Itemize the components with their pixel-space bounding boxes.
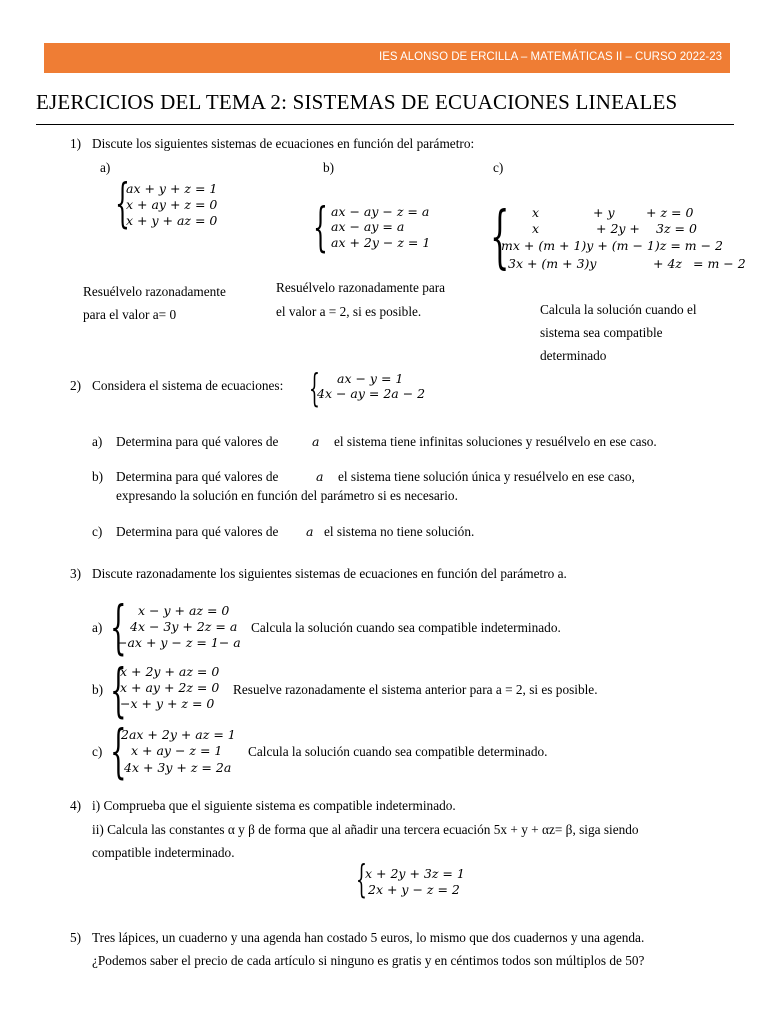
ex3-b-note: Resuelve razonadamente el sistema anterior para a = 2, si es posible.: [233, 682, 598, 697]
ex2-number: 2): [70, 378, 82, 393]
ex1-b-note1: Resuélvelo razonadamente para: [276, 280, 446, 295]
ex3-c-eq1: 2ax + 2y + az = 1: [121, 727, 236, 742]
ex1-b-eq2: ax − ay = a: [331, 219, 405, 234]
ex2-eq2: 4x − ay = 2a − 2: [317, 386, 426, 401]
ex3-a-note: Calcula la solución cuando sea compatible indeterminado.: [251, 620, 561, 635]
ex3-c-note: Calcula la solución cuando sea compatible determinado.: [248, 744, 548, 759]
ex1-c-eq4-z: + 4z: [653, 256, 682, 271]
ex2-b-pre: Determina para qué valores de: [116, 469, 279, 484]
ex1-c-eq2-x: x: [532, 221, 540, 236]
ex3-c-label: c): [92, 744, 103, 759]
ex1-c-eq4-xy: 3x + (m + 3)y: [508, 256, 597, 271]
ex2-c-pre: Determina para qué valores de: [116, 524, 279, 539]
ex2-c-label: c): [92, 524, 103, 539]
ex3-b-brace: {: [110, 656, 127, 724]
ex4-part-ii: ii) Calcula las constantes α y β de forma que al añadir una tercera ecuación 5x + y + αz= β, siga siendo: [92, 822, 639, 837]
ex3-b-eq1: x + 2y + az = 0: [120, 664, 220, 679]
ex1-c-eq1-z: + z = 0: [646, 205, 694, 220]
ex1-c-note1: Calcula la solución cuando el: [540, 302, 697, 317]
ex2-brace: {: [309, 366, 320, 410]
page-title: EJERCICIOS DEL TEMA 2: SISTEMAS DE ECUACIONES LINEALES: [36, 90, 678, 114]
ex1-c-eq1-x: x: [532, 205, 540, 220]
ex2-a-pre: Determina para qué valores de: [116, 434, 279, 449]
ex1-a-note2: para el valor a= 0: [83, 307, 177, 322]
ex1-b-eq1: ax − ay − z = a: [331, 204, 430, 219]
ex1-b-label: b): [323, 160, 335, 175]
ex1-a-label: a): [100, 160, 111, 175]
ex5-number: 5): [70, 930, 82, 945]
ex1-a-eq1: ax + y + z = 1: [126, 181, 218, 196]
ex3-a-brace: {: [110, 593, 127, 661]
ex1-b-note2: el valor a = 2, si es posible.: [276, 304, 422, 319]
ex1-b-brace: {: [313, 198, 328, 258]
ex4-number: 4): [70, 798, 82, 813]
ex1-a-note1: Resuélvelo razonadamente: [83, 284, 226, 299]
ex1-c-eq2-z: 3z = 0: [656, 221, 697, 236]
ex4-eq2: 2x + y − z = 2: [368, 882, 460, 897]
ex3-statement: Discute razonadamente los siguientes sistemas de ecuaciones en función del parámetro a.: [92, 566, 567, 581]
ex1-number: 1): [70, 136, 82, 151]
ex1-c-eq3: mx + (m + 1)y + (m − 1)z = m − 2: [501, 238, 723, 253]
ex2-a-label: a): [92, 434, 103, 449]
ex2-b-post: el sistema tiene solución única y resuélvelo en ese caso,: [338, 469, 635, 484]
header-text: IES ALONSO DE ERCILLA – MATEMÁTICAS II – CURSO 2022-23: [379, 51, 722, 63]
ex1-c-eq1-y: + y: [593, 205, 615, 220]
ex3-b-eq3: −x + y + z = 0: [120, 696, 215, 711]
ex3-number: 3): [70, 566, 82, 581]
ex1-a-eq3: x + y + az = 0: [126, 213, 218, 228]
ex3-a-eq3: −ax + y − z = 1− a: [117, 635, 241, 650]
ex1-b-eq3: ax + 2y − z = 1: [331, 235, 431, 250]
ex4-part-ii-line2: compatible indeterminado.: [92, 845, 235, 860]
title-divider: [36, 124, 734, 125]
ex2-b-line2: expresando la solución en función del parámetro si es necesario.: [116, 488, 458, 503]
ex3-b-eq2: x + ay + 2z = 0: [120, 680, 220, 695]
ex2-c-post: el sistema no tiene solución.: [324, 524, 475, 539]
ex2-c-var: a: [306, 524, 314, 539]
ex1-a-eq2: x + ay + z = 0: [126, 197, 218, 212]
ex1-c-brace: {: [490, 198, 510, 277]
ex4-part-i: i) Comprueba que el siguiente sistema es compatible indeterminado.: [92, 798, 456, 813]
ex4-brace: {: [356, 857, 367, 901]
ex2-eq1: ax − y = 1: [337, 371, 404, 386]
ex3-c-brace: {: [110, 717, 127, 785]
ex3-c-eq3: 4x + 3y + z = 2a: [124, 760, 232, 775]
ex2-b-label: b): [92, 469, 104, 484]
ex3-a-label: a): [92, 620, 103, 635]
ex1-c-note2: sistema sea compatible: [540, 325, 663, 340]
ex3-c-eq2: x + ay − z = 1: [131, 743, 223, 758]
ex3-b-label: b): [92, 682, 104, 697]
ex2-statement: Considera el sistema de ecuaciones:: [92, 378, 284, 393]
ex1-c-note3: determinado: [540, 348, 607, 363]
ex1-c-label: c): [493, 160, 504, 175]
ex2-a-post: el sistema tiene infinitas soluciones y resuélvelo en ese caso.: [334, 434, 657, 449]
ex4-eq1: x + 2y + 3z = 1: [365, 866, 465, 881]
ex5-line1: Tres lápices, un cuaderno y una agenda han costado 5 euros, lo mismo que dos cuadernos y una agenda.: [92, 930, 645, 945]
ex3-a-eq1: x − y + az = 0: [138, 603, 230, 618]
ex5-line2: ¿Podemos saber el precio de cada artículo si ninguno es gratis y en céntimos todos son múltiplos de 50?: [92, 953, 645, 968]
ex2-b-var: a: [316, 469, 324, 484]
ex1-statement: Discute los siguientes sistemas de ecuaciones en función del parámetro:: [92, 136, 475, 151]
ex1-a-brace: {: [115, 174, 130, 234]
ex3-a-eq2: 4x − 3y + 2z = a: [130, 619, 238, 634]
ex1-c-eq2-y: + 2y +: [596, 221, 640, 236]
ex1-c-eq4-rhs: = m − 2: [693, 256, 746, 271]
ex2-a-var: a: [312, 434, 320, 449]
header-bar: [44, 43, 730, 73]
